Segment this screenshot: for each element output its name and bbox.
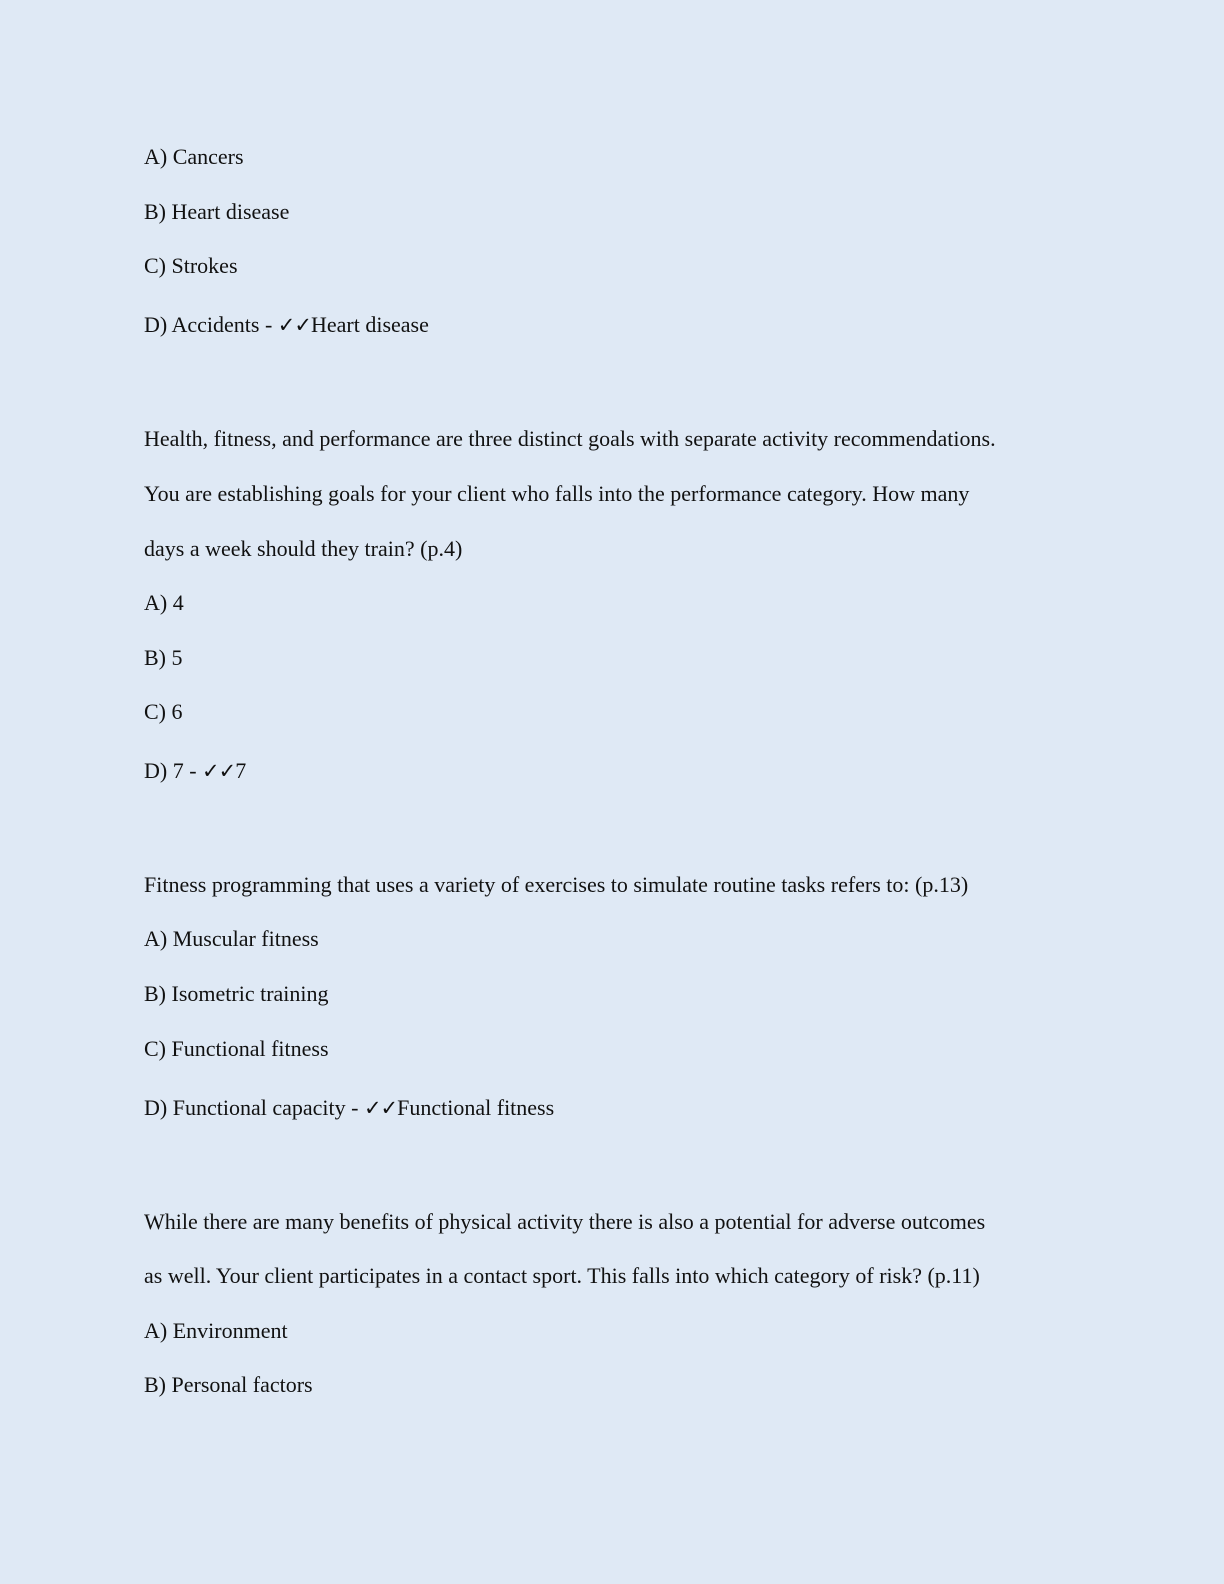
q3-option-b: B) Personal factors [144,1372,313,1397]
q1-question-line-2: You are establishing goals for your client who falls into the performance category. How many [144,481,970,506]
q2-option-d-label: D) Functional capacity - [144,1095,364,1120]
q1-option-d-label: D) 7 - [144,758,203,783]
double-check-icon: ✓✓ [277,313,311,337]
q2-answer: Functional fitness [397,1095,555,1120]
q2-question-line-1: Fitness programming that uses a variety of exercises to simulate routine tasks refers to: (p.13) [144,872,969,897]
q1-option-a: A) 4 [144,590,184,615]
double-check-icon: ✓✓ [202,759,236,783]
q1-question-line-3: days a week should they train? (p.4) [144,536,463,561]
q0-option-d-label: D) Accidents - [144,312,278,337]
q1-option-c: C) 6 [144,699,183,724]
q2-option-a: A) Muscular fitness [144,926,319,951]
q1-question-line-1: Health, fitness, and performance are three distinct goals with separate activity recommendations. [144,426,996,451]
q1-answer: 7 [235,758,247,783]
q0-answer: Heart disease [311,312,429,337]
q2-option-b: B) Isometric training [144,981,329,1006]
q0-option-b: B) Heart disease [144,199,290,224]
q3-option-a: A) Environment [144,1318,288,1343]
q2-option-c: C) Functional fitness [144,1036,329,1061]
double-check-icon: ✓✓ [363,1096,398,1120]
q3-question-line-2: as well. Your client participates in a contact sport. This falls into which category of risk? (p.11) [144,1263,980,1288]
q0-option-a: A) Cancers [144,144,244,169]
q1-option-b: B) 5 [144,645,183,670]
q3-question-line-1: While there are many benefits of physical activity there is also a potential for adverse outcomes [144,1209,986,1234]
q2-option-d [144,1095,554,1121]
q1-option-d [144,758,246,784]
q0-option-c: C) Strokes [144,253,238,278]
q0-option-d [144,312,429,338]
